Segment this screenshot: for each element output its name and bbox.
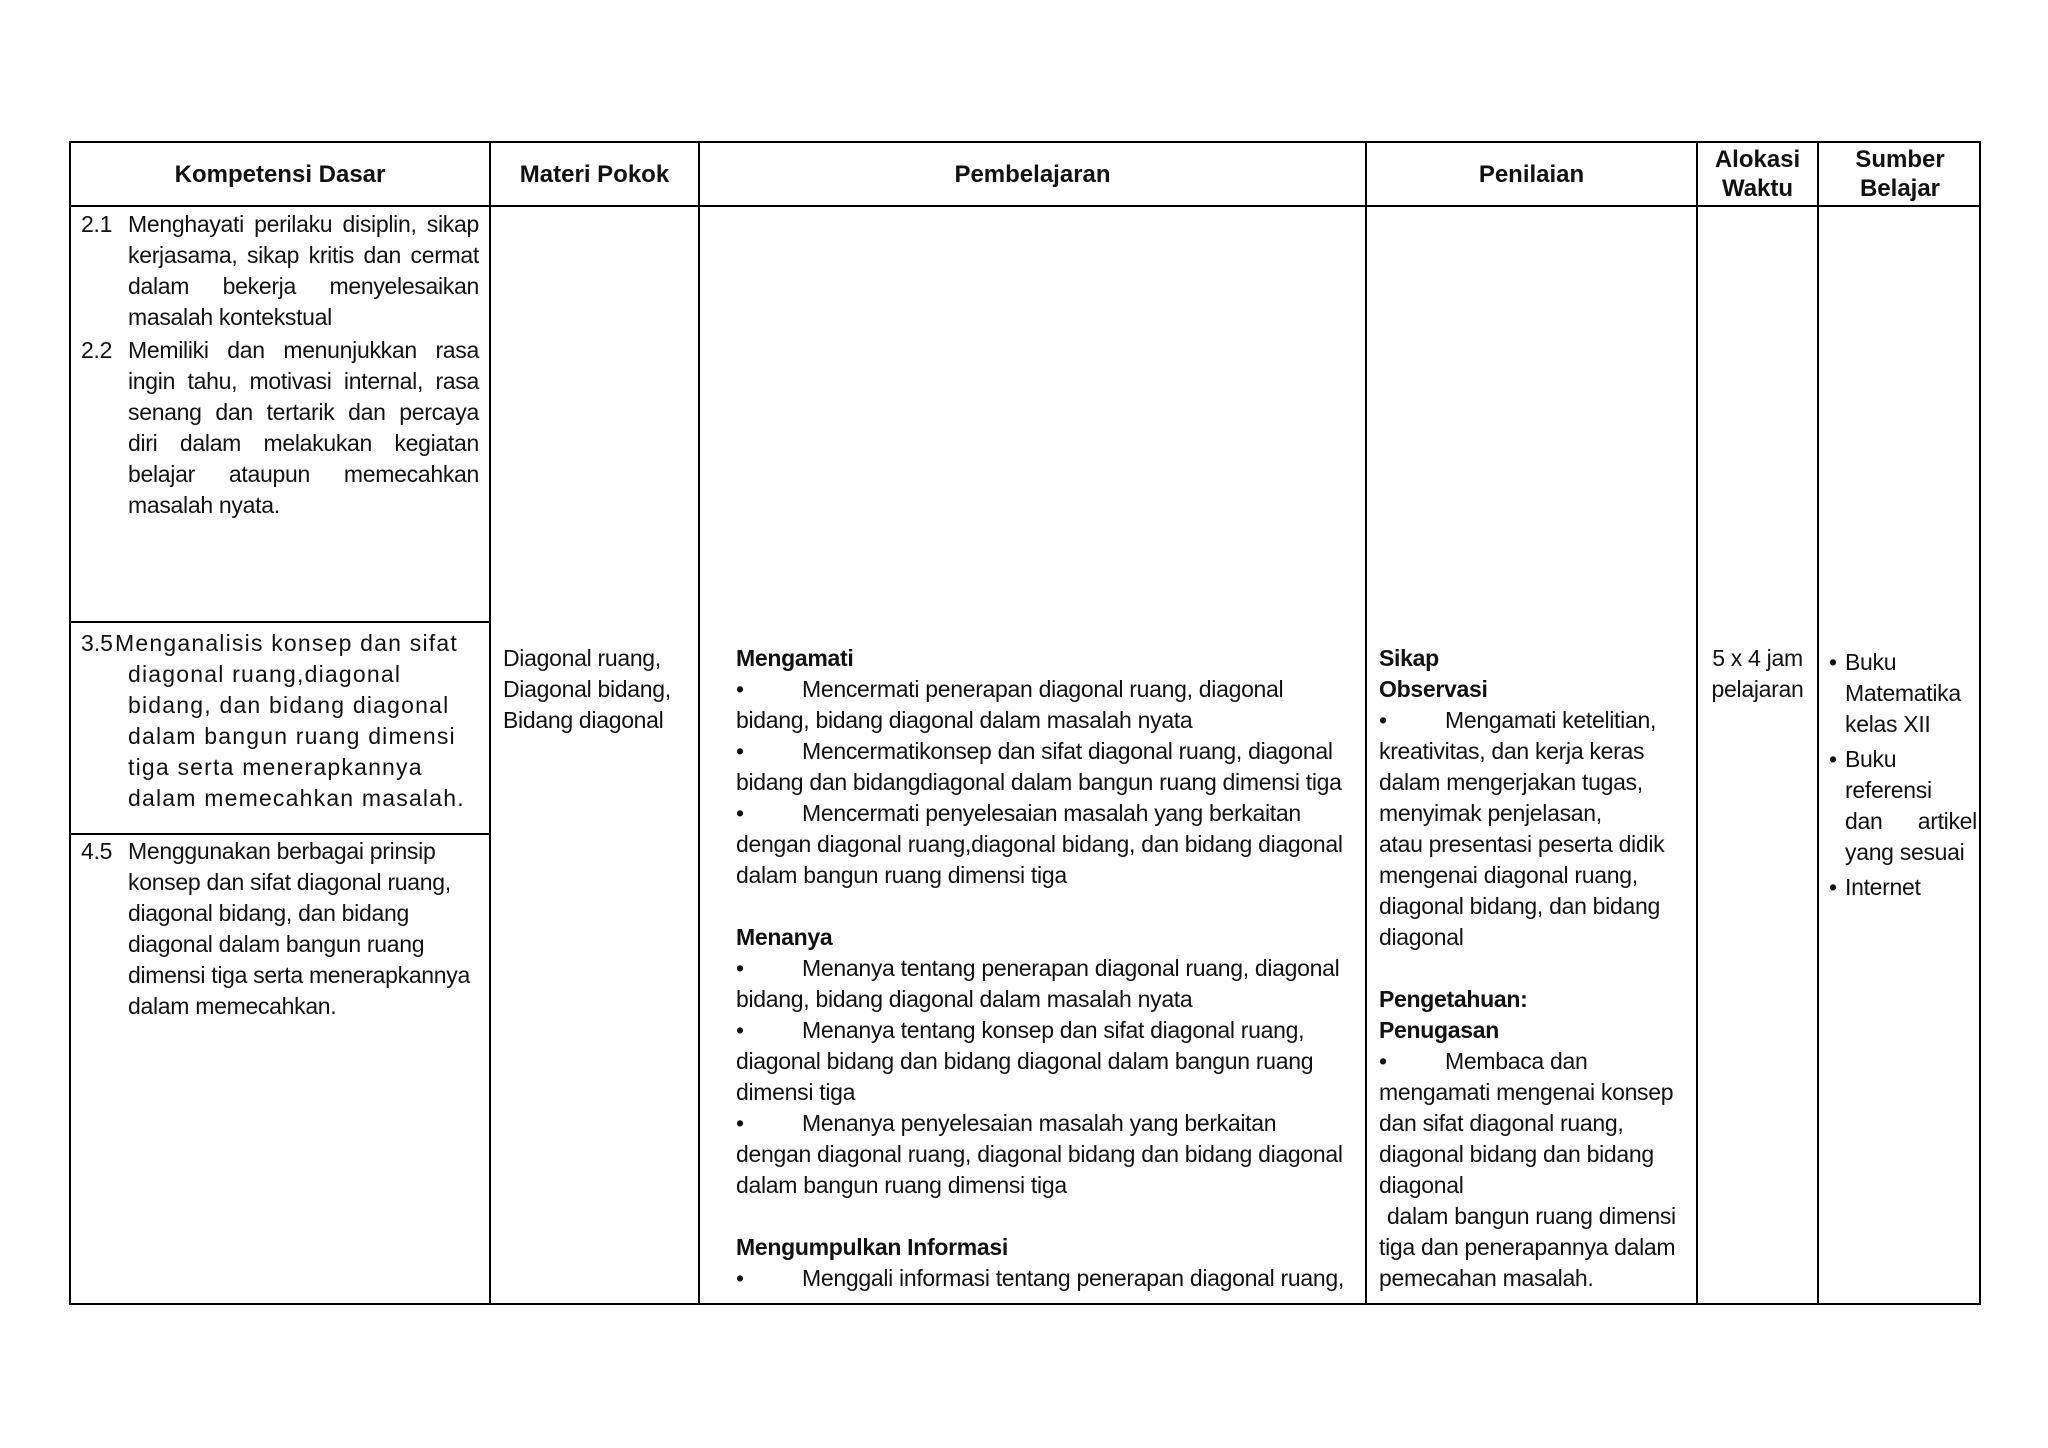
list-text-cont: dengan diagonal ruang,diagonal bidang, dan bidang diagonal xyxy=(736,831,1343,857)
header-materi-pokok: Materi Pokok xyxy=(519,160,670,188)
pembelajaran-cell xyxy=(736,643,1361,1294)
list-text: Menanya tentang konsep dan sifat diagonal ruang, xyxy=(802,1017,1305,1043)
kd-line: dalam bangun ruang dimensi xyxy=(128,723,456,749)
kd-row-divider xyxy=(71,833,489,835)
list-item xyxy=(736,798,1361,829)
kd-line: diagonal dalam bangun ruang xyxy=(128,931,425,957)
bullet-icon: • xyxy=(1379,1048,1387,1074)
sumber-line xyxy=(1845,806,1977,837)
column-divider xyxy=(1696,143,1698,1303)
section-menanya-title: Menanya xyxy=(736,924,833,950)
sumber-item-buku-matematika xyxy=(1827,647,1977,740)
list-item xyxy=(1379,1046,1691,1077)
kd-line: Menggunakan berbagai prinsip xyxy=(128,838,436,864)
header-penilaian: Penilaian xyxy=(1478,160,1585,188)
kd-line: bidang, dan bidang diagonal xyxy=(128,692,450,718)
kd-line: dimensi tiga serta menerapkannya xyxy=(128,962,470,988)
penilaian-line: diagonal xyxy=(1379,924,1464,950)
penilaian-line: dan sifat diagonal ruang, xyxy=(1379,1110,1624,1136)
materi-line: Bidang diagonal xyxy=(503,707,664,733)
sumber-belajar-cell xyxy=(1827,647,1977,903)
sumber-word: dan xyxy=(1845,808,1883,834)
list-item xyxy=(736,674,1361,705)
sumber-line: kelas XII xyxy=(1845,711,1931,737)
header-alokasi-line1: Alokasi xyxy=(1714,146,1801,173)
kd-item-2-2 xyxy=(81,335,479,521)
list-item xyxy=(736,1263,1361,1294)
penilaian-line: mengamati mengenai konsep xyxy=(1379,1079,1674,1105)
kd-line: dalam memecahkan. xyxy=(128,993,337,1019)
list-text-cont: dengan diagonal ruang, diagonal bidang dan bidang diagonal xyxy=(736,1141,1343,1167)
kd-item-2-1 xyxy=(81,209,479,333)
rpp-table xyxy=(69,141,1981,1305)
header-divider xyxy=(71,205,1979,207)
column-divider xyxy=(489,143,491,1303)
header-sumber-line2: Belajar xyxy=(1859,175,1941,202)
list-text-cont: dalam bangun ruang dimensi tiga xyxy=(736,862,1067,888)
penilaian-penugasan-title: Penugasan xyxy=(1379,1017,1500,1043)
bullet-icon: • xyxy=(736,1265,744,1291)
materi-pokok-cell xyxy=(503,643,693,736)
header-sumber-belajar xyxy=(1819,143,1981,205)
sumber-word: artikel xyxy=(1917,808,1977,834)
list-text: Mencermati penerapan diagonal ruang, diagonal xyxy=(802,676,1284,702)
column-divider xyxy=(1365,143,1367,1303)
kd-text: Memiliki dan menunjukkan rasa ingin tahu, motivasi internal, rasa senang dan tertarik dan percaya diri dalam melakukan kegiatan belajar ataupun memecahkan masalah nyata. xyxy=(128,337,479,518)
list-text: Mencermati penyelesaian masalah yang berkaitan xyxy=(802,800,1301,826)
section-mengamati-title: Mengamati xyxy=(736,645,854,671)
penilaian-line: menyimak penjelasan, xyxy=(1379,800,1602,826)
kd-item-4-5 xyxy=(81,836,481,1022)
alokasi-line: 5 x 4 jam xyxy=(1712,645,1803,671)
kd-line: diagonal ruang,diagonal xyxy=(128,661,402,687)
kd-sikap-cell xyxy=(81,209,479,521)
penilaian-line: pemecahan masalah. xyxy=(1379,1265,1594,1291)
header-alokasi-waktu xyxy=(1698,143,1817,205)
bullet-icon: • xyxy=(736,676,744,702)
kd-number: 3.5 xyxy=(81,630,113,656)
sumber-line: yang sesuai xyxy=(1845,839,1965,865)
list-text: Membaca dan xyxy=(1445,1048,1588,1074)
list-text: Menanya penyelesaian masalah yang berkaitan xyxy=(802,1110,1277,1136)
list-item xyxy=(736,736,1361,767)
sumber-line: Matematika xyxy=(1845,680,1961,706)
kd-number: 4.5 xyxy=(81,838,113,864)
penilaian-line: diagonal bidang, dan bidang xyxy=(1379,893,1660,919)
kd-line: dalam memecahkan masalah. xyxy=(128,785,465,811)
list-text-cont: bidang, bidang diagonal dalam masalah nyata xyxy=(736,707,1193,733)
sumber-item-buku-referensi xyxy=(1827,744,1977,868)
alokasi-waktu-cell xyxy=(1698,643,1817,705)
list-item xyxy=(1379,705,1691,736)
bullet-icon: • xyxy=(736,955,744,981)
list-text-cont: dimensi tiga xyxy=(736,1079,856,1105)
materi-line: Diagonal bidang, xyxy=(503,676,671,702)
kd-number: 2.1 xyxy=(81,211,113,237)
bullet-icon: • xyxy=(736,1110,744,1136)
list-item xyxy=(736,1015,1361,1046)
sumber-line: • Buku xyxy=(1845,649,1897,675)
sumber-item-internet xyxy=(1827,872,1977,903)
penilaian-line: tiga dan penerapannya dalam xyxy=(1379,1234,1676,1260)
sumber-line: • Internet xyxy=(1845,874,1921,900)
header-kompetensi-dasar: Kompetensi Dasar xyxy=(174,160,386,188)
penilaian-observasi-title: Observasi xyxy=(1379,676,1488,702)
sumber-line: • Buku xyxy=(1845,746,1897,772)
penilaian-line: dalam mengerjakan tugas, xyxy=(1379,769,1643,795)
penilaian-pengetahuan-title: Pengetahuan: xyxy=(1379,986,1528,1012)
section-mengumpulkan-informasi-title: Mengumpulkan Informasi xyxy=(736,1234,1008,1260)
list-text: Menggali informasi tentang penerapan diagonal ruang, xyxy=(802,1265,1344,1291)
list-item xyxy=(736,1108,1361,1139)
bullet-icon: • xyxy=(736,1017,744,1043)
kd-line: Menganalisis konsep dan sifat xyxy=(115,630,458,656)
kd-text: Menghayati perilaku disiplin, sikap kerjasama, sikap kritis dan cermat dalam bekerja menyelesaikan masalah kontekstual xyxy=(128,211,479,330)
penilaian-sikap-title: Sikap xyxy=(1379,645,1439,671)
list-text-cont: diagonal bidang dan bidang diagonal dalam bangun ruang xyxy=(736,1048,1314,1074)
bullet-icon: • xyxy=(736,738,744,764)
penilaian-line: dalam bangun ruang dimensi xyxy=(1387,1203,1676,1229)
penilaian-line: kreativitas, dan kerja keras xyxy=(1379,738,1645,764)
kd-number: 2.2 xyxy=(81,337,113,363)
list-text-cont: dalam bangun ruang dimensi tiga xyxy=(736,1172,1067,1198)
kd-line: tiga serta menerapkannya xyxy=(128,754,423,780)
list-text: Menanya tentang penerapan diagonal ruang, diagonal xyxy=(802,955,1340,981)
column-divider xyxy=(1817,143,1819,1303)
alokasi-line: pelajaran xyxy=(1711,676,1804,702)
list-item xyxy=(736,953,1361,984)
penilaian-line: mengenai diagonal ruang, xyxy=(1379,862,1638,888)
list-text-cont: bidang dan bidangdiagonal dalam bangun ruang dimensi tiga xyxy=(736,769,1342,795)
header-pembelajaran: Pembelajaran xyxy=(954,160,1111,188)
list-text: Mencermatikonsep dan sifat diagonal ruang, diagonal xyxy=(802,738,1333,764)
list-text-cont: bidang, bidang diagonal dalam masalah nyata xyxy=(736,986,1193,1012)
header-sumber-line1: Sumber xyxy=(1855,146,1945,173)
list-text: Mengamati ketelitian, xyxy=(1445,707,1657,733)
materi-line: Diagonal ruang, xyxy=(503,645,661,671)
header-alokasi-line2: Waktu xyxy=(1721,175,1794,202)
kd-line: diagonal bidang, dan bidang xyxy=(128,900,409,926)
kd-item-3-5 xyxy=(81,628,481,814)
penilaian-line: diagonal bidang dan bidang xyxy=(1379,1141,1654,1167)
kd-line: konsep dan sifat diagonal ruang, xyxy=(128,869,451,895)
sumber-line: referensi xyxy=(1845,777,1932,803)
kd-row-divider xyxy=(71,621,489,623)
penilaian-line: atau presentasi peserta didik xyxy=(1379,831,1665,857)
bullet-icon: • xyxy=(1379,707,1387,733)
penilaian-cell xyxy=(1379,643,1691,1294)
penilaian-line: diagonal xyxy=(1379,1172,1464,1198)
column-divider xyxy=(698,143,700,1303)
bullet-icon: • xyxy=(736,800,744,826)
